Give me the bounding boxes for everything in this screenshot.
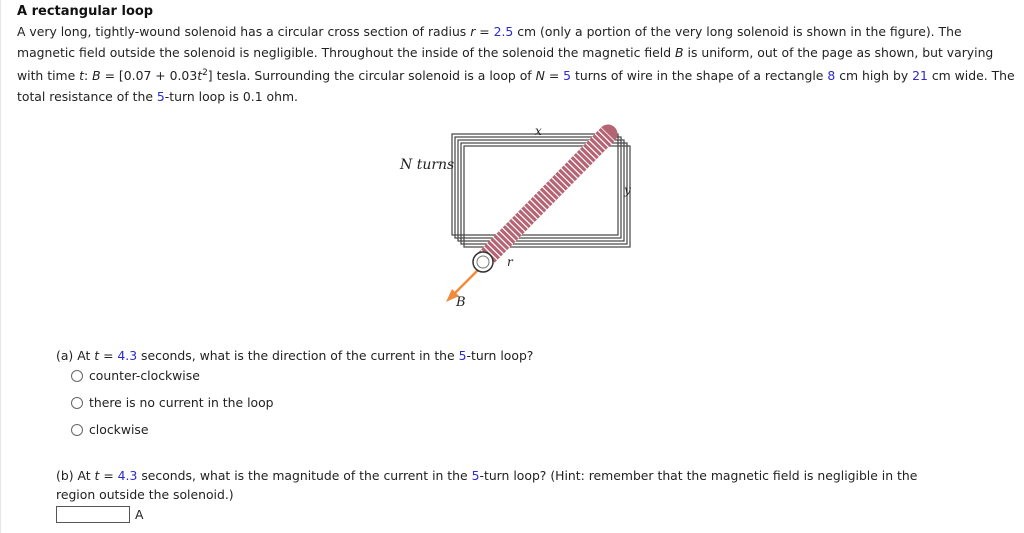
intro-text: A very long, tightly-wound solenoid has a circular cross section of radius xyxy=(17,24,471,39)
question-text: -turn loop? xyxy=(466,348,534,363)
question-text: seconds, what is the magnitude of the current in the xyxy=(137,468,472,483)
option-label: counter-clockwise xyxy=(89,368,200,383)
solenoid-end xyxy=(473,252,493,272)
option-counter-clockwise[interactable] xyxy=(71,368,200,383)
unit-label: A xyxy=(135,507,144,522)
current-magnitude-input[interactable] xyxy=(56,506,130,523)
turns-value: 5 xyxy=(458,348,467,363)
var-b: B xyxy=(675,44,684,60)
solenoid-diagram xyxy=(380,110,660,320)
question-text: = xyxy=(99,468,118,483)
b-label: B xyxy=(456,295,466,310)
question-a xyxy=(56,347,533,365)
intro-text: turns of wire in the shape of a rectangle xyxy=(571,68,828,84)
intro-text: cm (only a portion of the very long solenoid is shown in the figure). The magnetic field outside the solenoid is negligible. Throughout the inside of the solenoid the magnetic field xyxy=(17,24,962,60)
y-label: y xyxy=(624,183,631,197)
var-b: B xyxy=(92,68,101,84)
intro-text: = [0.07 + 0.03 xyxy=(100,68,198,84)
problem-statement xyxy=(17,22,1017,107)
intro-text: -turn loop is 0.1 ohm. xyxy=(164,88,298,104)
intro-text: : xyxy=(84,68,93,84)
question-b xyxy=(56,466,956,504)
radius-value: 2.5 xyxy=(493,24,514,39)
problem-title: A rectangular loop xyxy=(17,4,154,19)
solenoid xyxy=(473,134,608,272)
turns-value: 5 xyxy=(156,88,165,104)
option-label: clockwise xyxy=(89,422,149,437)
var-t: t xyxy=(197,68,203,84)
var-t: t xyxy=(94,468,100,483)
intro-text: = xyxy=(544,68,564,84)
var-r: r xyxy=(470,24,476,39)
option-label: there is no current in the loop xyxy=(89,395,274,410)
radio-button[interactable] xyxy=(71,397,83,409)
n-turns-label: N turns xyxy=(400,157,455,173)
x-label: x xyxy=(535,124,542,138)
option-clockwise[interactable] xyxy=(71,422,148,437)
time-value: 4.3 xyxy=(117,348,138,363)
intro-text: cm high by xyxy=(835,68,913,84)
height-value: 8 xyxy=(827,68,836,84)
left-border xyxy=(0,0,1,533)
exponent: 2 xyxy=(202,68,208,78)
solenoid-figure xyxy=(380,110,660,320)
intro-text: cm wide. The total resistance of the xyxy=(17,68,1015,104)
option-no-current[interactable] xyxy=(71,395,274,410)
intro-text: = xyxy=(475,24,494,39)
var-n: N xyxy=(535,68,545,84)
radio-button[interactable] xyxy=(71,370,83,382)
question-text: -turn loop? (Hint: remember that the magnetic field is negligible in the region outside the solenoid.) xyxy=(56,468,918,502)
question-text: seconds, what is the direction of the current in the xyxy=(137,348,459,363)
question-text: (a) At xyxy=(56,348,95,363)
r-label: r xyxy=(507,255,513,269)
width-value: 21 xyxy=(912,68,928,84)
question-text: (b) At xyxy=(56,468,95,483)
turns-value: 5 xyxy=(471,468,480,483)
intro-text: is uniform, out of the page as shown, but varying with time xyxy=(17,44,994,84)
time-value: 4.3 xyxy=(117,468,138,483)
var-t: t xyxy=(94,348,100,363)
var-t: t xyxy=(79,68,85,84)
turns-value: 5 xyxy=(563,68,572,84)
radio-button[interactable] xyxy=(71,424,83,436)
intro-text: ] tesla. Surrounding the circular solenoid is a loop of xyxy=(207,68,536,84)
question-text: = xyxy=(99,348,118,363)
